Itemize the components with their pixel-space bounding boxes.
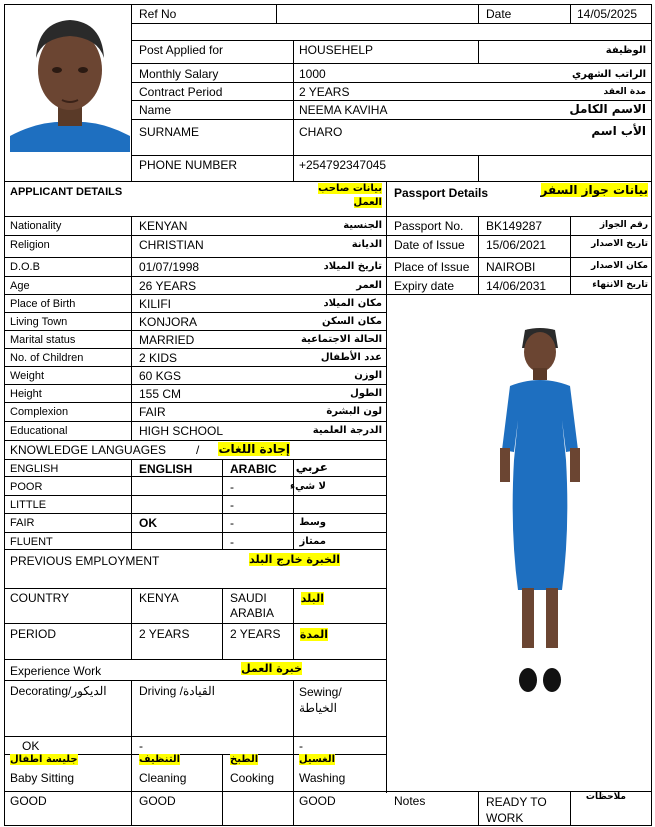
passport-row-value: BK149287 [486, 219, 543, 233]
applicant-row-label-ar: الوزن [354, 370, 382, 381]
applicant-row-label: Complexion [10, 406, 69, 418]
applicant-row-label-ar: لون البشرة [326, 406, 382, 417]
date-value: 14/05/2025 [577, 7, 638, 21]
applicant-row-value: MARRIED [139, 333, 195, 347]
experience-title-ar: خبرة العمل [241, 662, 302, 675]
applicant-row-label: Living Town [10, 316, 68, 328]
salary-label: Monthly Salary [139, 67, 219, 81]
washing-label-ar: الغسيل [299, 754, 336, 765]
applicant-details-title: APPLICANT DETAILS [10, 186, 123, 198]
passport-row-label-ar: تاريخ الانتهاء [592, 280, 648, 290]
language-arabic-value: - [230, 516, 234, 530]
applicant-headshot [10, 8, 130, 152]
baby-sitting-label-ar: جليسة اطفال [10, 754, 78, 765]
language-arabic-value: - [230, 498, 234, 512]
surname-label: SURNAME [139, 125, 200, 139]
cooking-label-ar: الطبخ [230, 754, 259, 765]
language-level-label-ar: وسط [299, 517, 326, 528]
applicant-row-value: KENYAN [139, 219, 188, 233]
languages-title-ar: إجادة اللغات [218, 442, 290, 456]
surname-label-ar: الأب اسم [591, 124, 646, 138]
applicant-row-label: Height [10, 388, 42, 400]
passport-row-value: 15/06/2021 [486, 238, 547, 252]
language-arabic-value: - [230, 535, 234, 549]
applicant-row-label: Place of Birth [10, 298, 76, 310]
passport-row-value: NAIROBI [486, 260, 536, 274]
applicant-row-value: 01/07/1998 [139, 260, 200, 274]
cooking-label: Cooking [230, 771, 275, 785]
name-label: Name [139, 103, 172, 117]
period-label-ar: المدة [299, 628, 328, 641]
applicant-row-label-ar: مكان الميلاد [323, 298, 382, 309]
applicant-row-label-ar: الطول [350, 388, 382, 399]
notes-value: READY TO WORK [486, 795, 547, 825]
contract-label-ar: مدة العقد [603, 87, 646, 97]
applicant-row-value: 2 KIDS [139, 351, 178, 365]
post-label: Post Applied for [139, 43, 224, 57]
applicant-row-label: Educational [10, 425, 68, 437]
passport-row-label: Passport No. [394, 219, 464, 233]
decorating-value: OK [22, 739, 40, 753]
notes-label: Notes [394, 794, 426, 808]
language-level-label: POOR [10, 481, 43, 493]
applicant-row-label: Weight [10, 370, 45, 382]
post-value: HOUSEHELP [299, 43, 374, 57]
applicant-row-label: No. of Children [10, 352, 84, 364]
language-level-label: FLUENT [10, 536, 53, 548]
ref-no-label: Ref No [139, 7, 177, 21]
notes-label-ar: ملاحظات [585, 792, 626, 802]
applicant-row-label: Nationality [10, 220, 62, 232]
washing-value: GOOD [299, 794, 336, 808]
salary-label-ar: الراتب الشهري [572, 69, 646, 80]
applicant-row-value: FAIR [139, 405, 166, 419]
salary-value: 1000 [299, 67, 326, 81]
country-2: SAUDI ARABIA [230, 591, 275, 620]
language-english-value: OK [139, 516, 157, 530]
lang-head-arabic: ARABIC [230, 462, 277, 476]
employment-title-ar: الخبرة خارج البلد [249, 553, 340, 566]
applicant-row-label-ar: الديانة [351, 239, 382, 250]
period-1: 2 YEARS [139, 627, 190, 641]
applicant-row-label-ar: الدرجة العلمية [312, 425, 382, 436]
country-1: KENYA [139, 591, 179, 605]
passport-row-value: 14/06/2031 [486, 279, 547, 293]
applicant-row-label-ar: عدد الأطفال [320, 352, 382, 363]
period-2: 2 YEARS [230, 627, 281, 641]
contract-value: 2 YEARS [299, 85, 350, 99]
passport-row-label-ar: رقم الجواز [599, 220, 648, 230]
country-label-ar: البلد [300, 592, 324, 605]
applicant-row-label-ar: الحالة الاجتماعية [300, 334, 382, 345]
cleaning-value: GOOD [139, 794, 176, 808]
name-value: NEEMA KAVIHA [299, 103, 388, 117]
passport-row-label-ar: مكان الاصدار [591, 261, 648, 271]
passport-row-label: Place of Issue [394, 260, 470, 274]
applicant-row-label-ar: الجنسية [343, 220, 382, 231]
driving-value: - [139, 739, 143, 753]
language-arabic-value: - [230, 480, 234, 494]
language-level-label-ar: ممتاز [299, 536, 326, 547]
country-label: COUNTRY [10, 591, 70, 605]
employment-title: PREVIOUS EMPLOYMENT [10, 554, 160, 568]
cleaning-label-ar: التنظيف [139, 754, 181, 765]
baby-sitting-value: GOOD [10, 794, 47, 808]
applicant-row-label: Age [10, 280, 30, 292]
applicant-row-label: Religion [10, 239, 50, 251]
washing-label: Washing [299, 771, 346, 785]
phone-value: +254792347045 [299, 158, 387, 172]
passport-row-label-ar: تاريخ الاصدار [591, 239, 648, 249]
applicant-row-value: 60 KGS [139, 369, 182, 383]
applicant-row-label: Marital status [10, 334, 76, 346]
applicant-row-label: D.O.B [10, 261, 40, 273]
passport-row-label: Date of Issue [394, 238, 465, 252]
languages-title: KNOWLEDGE LANGUAGES [10, 443, 167, 457]
applicant-details-title-ar: بيانات صاحب العمل [318, 183, 382, 208]
applicant-row-label-ar: مكان السكن [322, 316, 382, 327]
sewing-label: Sewing/ الخياطة [299, 685, 342, 715]
applicant-row-label-ar: تاريخ الميلاد [323, 261, 382, 272]
lang-head-english: ENGLISH [139, 462, 193, 476]
lang-head-ar: عربي [295, 460, 328, 474]
name-label-ar: الاسم الكامل [569, 102, 646, 116]
passport-row-label: Expiry date [394, 279, 455, 293]
passport-details-title-ar: بيانات جواز السفر [540, 183, 648, 197]
experience-title: Experience Work [10, 664, 102, 678]
lang-head-label: ENGLISH [10, 463, 59, 475]
applicant-row-value: HIGH SCHOOL [139, 424, 224, 438]
language-level-label-ar: لا شيء [290, 481, 326, 492]
sewing-value: - [299, 739, 303, 753]
contract-label: Contract Period [139, 85, 223, 99]
languages-slash: / [196, 443, 200, 457]
post-label-ar: الوظيفة [605, 45, 646, 56]
baby-sitting-label: Baby Sitting [10, 771, 75, 785]
applicant-row-value: 26 YEARS [139, 279, 197, 293]
applicant-row-label-ar: العمر [356, 280, 382, 291]
applicant-row-value: KILIFI [139, 297, 172, 311]
phone-label: PHONE NUMBER [139, 158, 238, 172]
driving-label: Driving /القيادة [139, 684, 215, 698]
decorating-label: Decorating/الديكور [10, 684, 107, 698]
surname-value: CHARO [299, 125, 343, 139]
applicant-row-value: 155 CM [139, 387, 182, 401]
applicant-row-value: KONJORA [139, 315, 198, 329]
passport-details-title: Passport Details [394, 186, 489, 200]
applicant-full-body-photo [470, 330, 610, 700]
language-level-label: LITTLE [10, 499, 47, 511]
period-label: PERIOD [10, 627, 57, 641]
cleaning-label: Cleaning [139, 771, 187, 785]
language-level-label: FAIR [10, 517, 35, 529]
applicant-row-value: CHRISTIAN [139, 238, 204, 252]
date-label: Date [486, 7, 512, 21]
